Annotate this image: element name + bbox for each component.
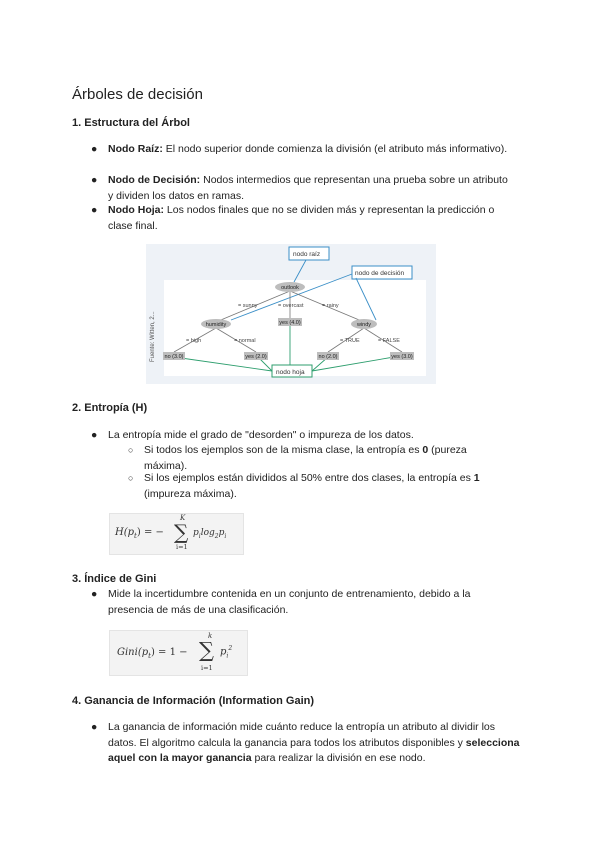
item-text: La ganancia de información mide cuánto reduce la entropía un atributo al dividir los datos. El algoritmo calcula la ganancia para todos los atributos disponibles y [108, 721, 495, 749]
leaf-callout-label: nodo hoja [276, 369, 305, 376]
tree-node-decision-label: humidity [205, 322, 227, 328]
list-item [91, 428, 508, 444]
formula-lhs: $H(p_t)$ = − [115, 527, 164, 540]
item-text: Si todos los ejemplos son de la misma clase, la entropía es [144, 444, 423, 456]
tree-leaf-label: no (3.0) [164, 354, 184, 360]
item-bold: 1 [473, 472, 480, 484]
edge-label: = sunny [238, 303, 258, 309]
page-title: Árboles de decisión [72, 86, 203, 103]
entropy-formula [109, 513, 244, 555]
term-text: Los nodos finales que no se dividen más y representan la predicción o clase final. [108, 204, 495, 232]
item-text: (pureza máxima). [144, 444, 467, 472]
item-text: La entropía mide el grado de "desorden" o impureza de los datos. [108, 429, 414, 441]
sum-icon: ∑ [174, 520, 189, 544]
bullet-icon: ● [91, 429, 98, 441]
term-text: El nodo superior donde comienza la división (el atributo más informativo). [162, 143, 508, 155]
section-3-heading: 3. Índice de Gini [72, 573, 157, 585]
sum-icon: ∑ [199, 638, 214, 662]
item-text: (impureza máxima). [144, 487, 237, 500]
item-bold: 0 [422, 444, 429, 456]
root-callout-label: nodo raíz [293, 251, 321, 258]
sum-lower: i=1 [201, 664, 213, 672]
sum-upper: k [208, 632, 213, 640]
term-text: Nodos intermedios que representan una prueba sobre un atributo y dividen los datos en ramas. [108, 174, 508, 202]
edge-label: = TRUE [340, 338, 360, 344]
item-text: para realizar la división en ese nodo. [251, 752, 426, 764]
edge-label: = high [186, 338, 202, 344]
tree-node-decision-label: windy [356, 322, 372, 328]
decision-tree-diagram [146, 244, 436, 384]
side-caption: Fuente: Witten, 2... [150, 311, 156, 362]
term-label: Nodo Hoja: [108, 204, 164, 216]
sum-upper: K [180, 514, 186, 522]
gini-formula [109, 630, 248, 676]
tree-leaf-label: yes (2.0) [245, 354, 267, 360]
list-item [91, 587, 512, 618]
item-text: Mide la incertidumbre contenida en un conjunto de entrenamiento, debido a la presencia de más de una clasificación. [108, 588, 471, 616]
term-label: Nodo de Decisión: [108, 174, 201, 186]
edge-label: = FALSE [378, 338, 400, 344]
edge-label: = normal [234, 338, 256, 344]
sub-bullet-icon: ○ [128, 473, 134, 483]
tree-leaf-label: no (2.0) [318, 354, 338, 360]
bullet-icon: ● [91, 721, 98, 733]
section-2-heading: 2. Entropía (H) [72, 402, 148, 414]
tree-leaf-label: yes (3.0) [391, 354, 413, 360]
list-item [91, 720, 520, 767]
formula-term: $p_i^2$ [220, 645, 233, 660]
sub-bullet-icon: ○ [128, 445, 134, 455]
sum-lower: i=1 [176, 543, 188, 551]
tree-leaf-label: yes (4.0) [279, 320, 301, 326]
bullet-icon: ● [91, 143, 98, 155]
list-item [91, 142, 508, 158]
item-text: Si los ejemplos están divididos al 50% entre dos clases, la entropía es [144, 472, 474, 484]
sub-list-item [128, 471, 504, 502]
bullet-icon: ● [91, 588, 98, 600]
list-item [91, 173, 508, 204]
bullet-icon: ● [91, 204, 98, 216]
bullet-icon: ● [91, 174, 98, 186]
item-bold: selecciona aquel con la mayor ganancia [108, 736, 520, 764]
section-4-heading: 4. Ganancia de Información (Information Gain) [72, 695, 315, 707]
sub-list-item [128, 443, 504, 474]
term-label: Nodo Raíz: [108, 143, 163, 155]
formula-term: $p_i\log_2p_i$ [193, 528, 227, 540]
edge-label: = overcast [278, 303, 304, 309]
formula-lhs: $Gini(p_t) = 1$ − [117, 647, 188, 660]
list-item [91, 203, 520, 234]
section-1-heading: 1. Estructura del Árbol [72, 117, 190, 129]
decision-callout-label: nodo de decisión [355, 270, 405, 277]
edge-label: = rainy [322, 303, 339, 309]
tree-node-root-label: outlook [281, 285, 299, 291]
